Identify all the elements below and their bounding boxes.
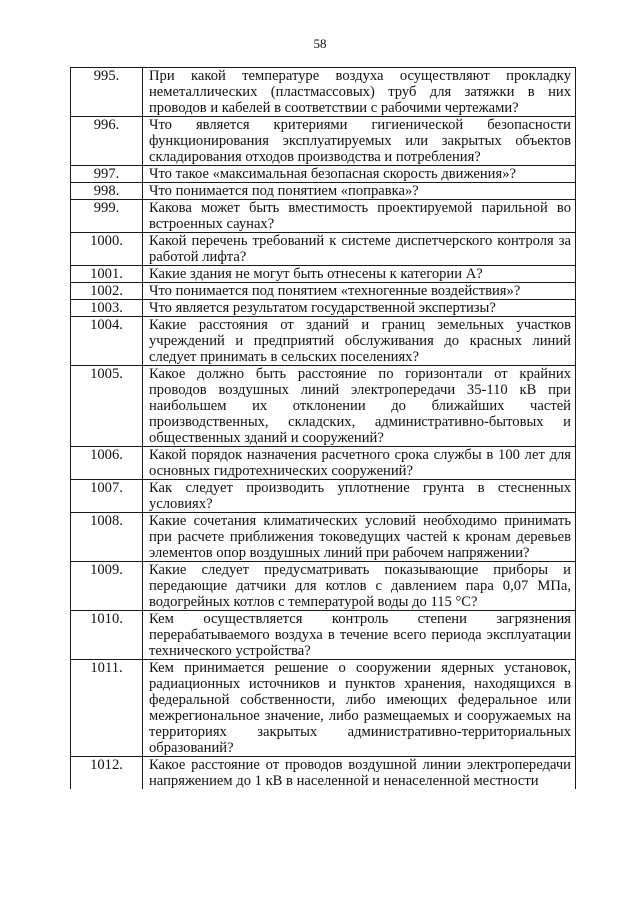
question-text: Что понимается под понятием «поправка»? [143,183,576,200]
question-number: 997. [71,166,143,183]
question-text: Что такое «максимальная безопасная скорость движения»? [143,166,576,183]
question-number: 1008. [71,513,143,562]
question-number: 1009. [71,562,143,611]
table-row [71,513,576,562]
table-row [71,300,576,317]
question-number: 1003. [71,300,143,317]
question-text: При какой температуре воздуха осуществляют прокладку неметаллических (пластмассовых) труб для затяжки в них проводов и кабелей в соответствии с рабочими чертежами? [143,68,576,117]
question-text: Какова может быть вместимость проектируемой парильной во встроенных саунах? [143,200,576,233]
question-text: Что является результатом государственной экспертизы? [143,300,576,317]
question-number: 1006. [71,447,143,480]
question-number: 999. [71,200,143,233]
table-row [71,757,576,790]
table-row [71,266,576,283]
question-number: 1001. [71,266,143,283]
table-row [71,366,576,447]
table-row [71,183,576,200]
question-text: Какое расстояние от проводов воздушной линии электропередачи напряжением до 1 кВ в населенной и ненаселенной местности [143,757,576,790]
question-text: Какие здания не могут быть отнесены к категории А? [143,266,576,283]
table-row [71,283,576,300]
question-number: 1012. [71,757,143,790]
question-text: Какие сочетания климатических условий необходимо принимать при расчете приближения токоведущих частей к кронам деревьев элементов опор воздушных линий при рабочем напряжении? [143,513,576,562]
table-row [71,68,576,117]
question-text: Какие расстояния от зданий и границ земельных участков учреждений и предприятий обслуживания до красных линий следует принимать в сельских поселениях? [143,317,576,366]
question-text: Что понимается под понятием «техногенные воздействия»? [143,283,576,300]
question-text: Какие следует предусматривать показывающие приборы и передающие датчики для котлов с давлением пара 0,07 МПа, водогрейных котлов с температурой воды до 115 °С? [143,562,576,611]
question-text: Как следует производить уплотнение грунта в стесненных условиях? [143,480,576,513]
question-number: 995. [71,68,143,117]
question-number: 996. [71,117,143,166]
question-number: 1005. [71,366,143,447]
question-number: 998. [71,183,143,200]
question-number: 1000. [71,233,143,266]
table-row [71,233,576,266]
page-number: 58 [313,36,327,51]
question-number: 1002. [71,283,143,300]
questions-table [70,67,576,789]
question-text: Кем принимается решение о сооружении ядерных установок, радиационных источников и пунктов хранения, находящихся в федеральной собственности, либо имеющих федеральное или межрегиональное значение, либо размещаемых и сооружаемых на территориях закрытых административно-территориальных образований? [143,660,576,757]
table-row [71,200,576,233]
question-text: Какой перечень требований к системе диспетчерского контроля за работой лифта? [143,233,576,266]
table-row [71,611,576,660]
question-number: 1011. [71,660,143,757]
question-text: Какое должно быть расстояние по горизонтали от крайних проводов воздушных линий электропередачи 35-110 кВ при наибольшем их отклонении до ближайших частей производственных, складских, административно-бытовых и общественных зданий и сооружений? [143,366,576,447]
question-text: Что является критериями гигиенической безопасности функционирования эксплуатируемых или закрытых объектов складирования отходов производства и потребления? [143,117,576,166]
question-number: 1007. [71,480,143,513]
table-row [71,166,576,183]
table-row [71,317,576,366]
table-row [71,562,576,611]
question-number: 1010. [71,611,143,660]
table-row [71,660,576,757]
question-number: 1004. [71,317,143,366]
table-row [71,447,576,480]
table-row [71,117,576,166]
table-row [71,480,576,513]
question-text: Кем осуществляется контроль степени загрязнения перерабатываемого воздуха в течение всего периода эксплуатации технического устройства? [143,611,576,660]
question-text: Какой порядок назначения расчетного срока службы в 100 лет для основных гидротехнических сооружений? [143,447,576,480]
